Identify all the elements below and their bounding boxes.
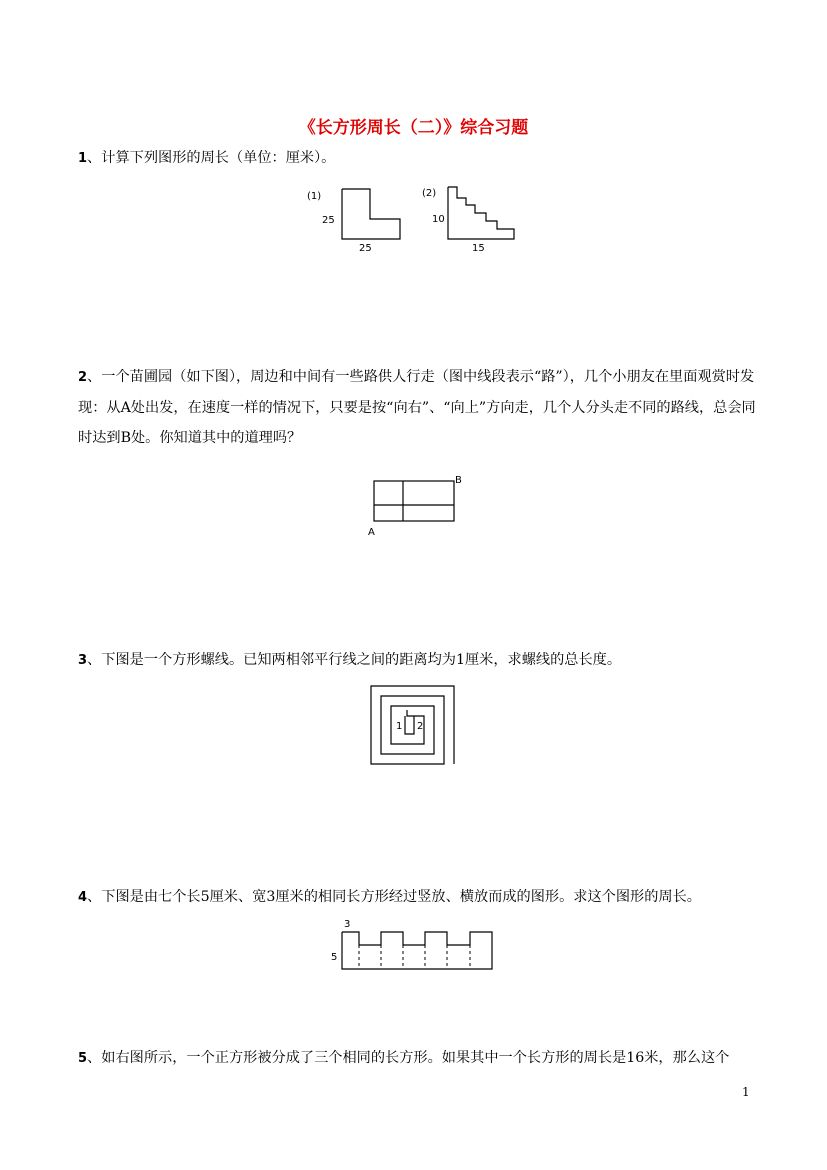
figure-2-garden-grid xyxy=(362,472,472,542)
height-label: 5 xyxy=(331,952,338,963)
question-separator: 、 xyxy=(87,1050,102,1066)
spiral-label-1: 1 xyxy=(396,721,403,732)
question-2 xyxy=(78,362,768,453)
width-label: 3 xyxy=(344,919,351,930)
spiral-inner-box xyxy=(405,716,414,734)
bottom-length-label: 25 xyxy=(359,243,372,254)
figure-label: (2) xyxy=(422,188,437,199)
staircase-outline xyxy=(448,187,514,239)
point-b-label: B xyxy=(455,475,462,486)
point-a-label: A xyxy=(368,527,375,538)
question-number: 2 xyxy=(78,370,88,385)
question-5 xyxy=(78,1043,768,1074)
side-length-label: 10 xyxy=(432,214,445,225)
question-text: 如右图所示，一个正方形被分成了三个相同的长方形。如果其中一个长方形的周长是16米，那么这个 xyxy=(101,1050,730,1066)
spiral-line xyxy=(371,686,454,764)
figure-4-rectangle-strip xyxy=(326,915,501,973)
question-number: 5 xyxy=(78,1051,88,1066)
l-shape-outline xyxy=(342,189,400,239)
figure-1-staircase-shapes xyxy=(300,178,530,258)
question-3 xyxy=(78,645,768,676)
figure-label: (1) xyxy=(307,191,322,202)
garden-outline xyxy=(374,481,454,521)
question-separator: 、 xyxy=(87,652,102,668)
figure-3-square-spiral xyxy=(366,681,466,771)
question-text: 下图是由七个长5厘米、宽3厘米的相同长方形经过竖放、横放而成的图形。求这个图形的周长。 xyxy=(101,889,701,905)
side-length-label: 25 xyxy=(322,215,335,226)
page-title: 《长方形周长（二）》综合习题 xyxy=(298,118,529,138)
question-separator: 、 xyxy=(87,889,102,905)
question-text: 下图是一个方形螺线。已知两相邻平行线之间的距离均为1厘米，求螺线的总长度。 xyxy=(101,652,622,668)
question-text: 一个苗圃园（如下图），周边和中间有一些路供人行走（图中线段表示“路”），几个小朋友在里面观赏时发现：从A处出发，在速度一样的情况下，只要是按“向右”、“向上”方向走，几个人分头走不同的路线，总会同时达到B处。你知道其中的道理吗？ xyxy=(78,369,756,446)
question-4 xyxy=(78,882,768,913)
spiral-label-2: 2 xyxy=(417,721,424,732)
question-separator: 、 xyxy=(87,369,102,385)
page-number: 1 xyxy=(742,1085,750,1099)
question-number: 1 xyxy=(78,151,88,166)
question-number: 4 xyxy=(78,890,88,905)
question-separator: 、 xyxy=(87,150,102,166)
question-text: 计算下列图形的周长（单位：厘米）。 xyxy=(101,150,336,166)
question-number: 3 xyxy=(78,653,88,668)
question-1 xyxy=(78,143,768,174)
bottom-length-label: 15 xyxy=(472,243,485,254)
